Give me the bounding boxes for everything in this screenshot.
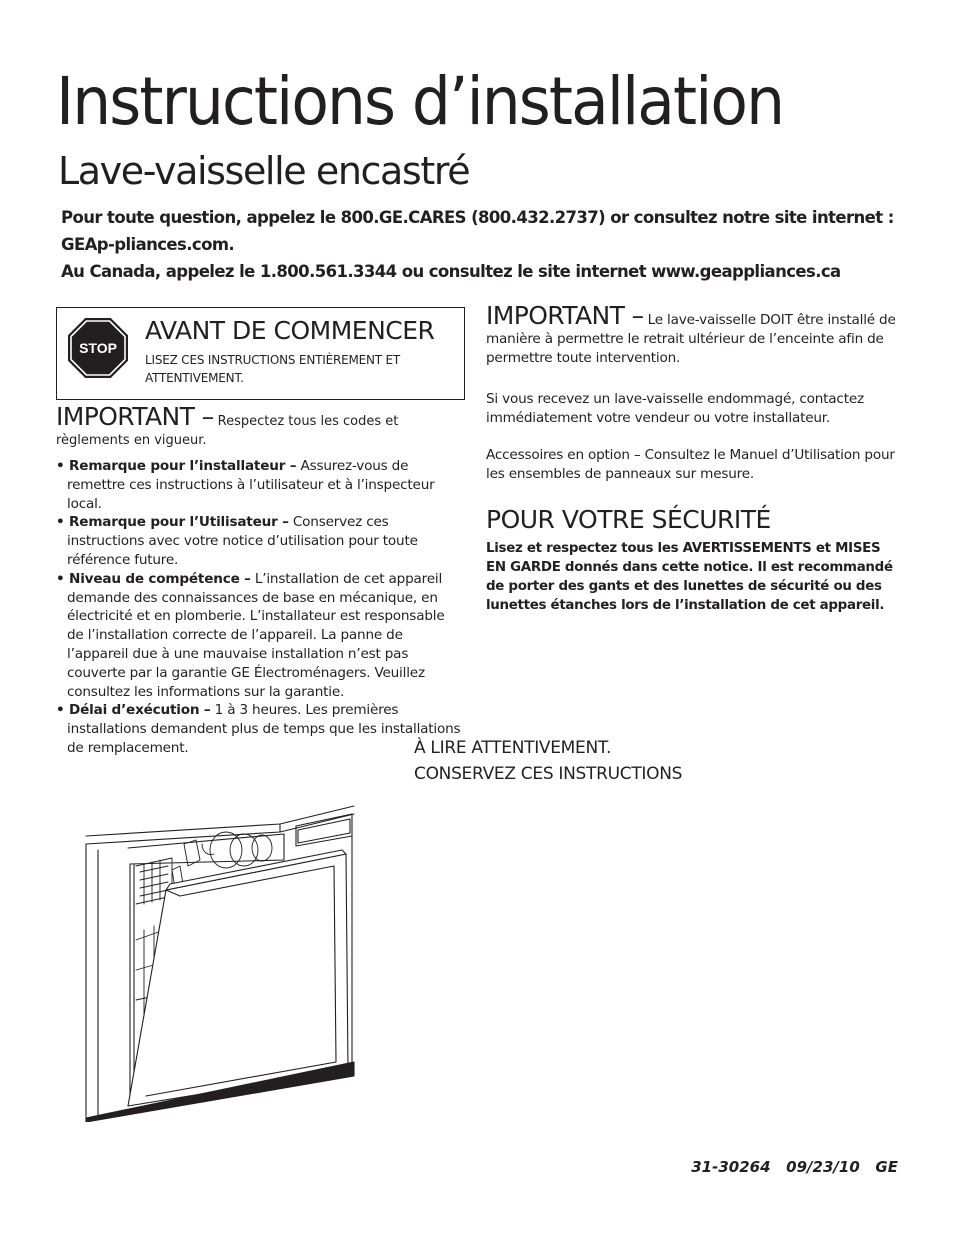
stop-sign-icon [67,317,129,379]
list-item-text: 1 à 3 heures. Les premières installations demandent plus de temps que les installations de remplacement. [67,702,461,756]
list-item [56,457,464,513]
avant-title: AVANT DE COMMENCER [145,316,435,345]
accessories-notice: Accessoires en option – Consultez le Manuel d’Utilisation pour les ensembles de panneaux sur mesure. [486,447,895,482]
right-important-intro [486,301,906,368]
installation-notes-list [56,457,464,758]
list-item-text: Assurez-vous de remettre ces instructions à l’utilisateur et à l’inspecteur local. [67,458,435,512]
list-item [56,701,464,757]
left-important-text: Respectez tous les codes et règlements en vigueur. [56,414,399,448]
contact-us-line: Pour toute question, appelez le 800.GE.CARES (800.432.2737) or consultez notre site internet : GEAp-pliances.com. [61,208,894,254]
read-carefully-notice [414,735,814,787]
right-important-heading: IMPORTANT – [486,301,644,330]
page-title: Instructions d’installation [56,63,784,140]
read-notice-line-2: CONSERVEZ CES INSTRUCTIONS [414,764,683,784]
list-item-text: Conservez ces instructions avec votre notice d’utilisation pour toute référence future. [67,514,418,568]
list-item [56,513,464,569]
dishwasher-illustration [84,800,356,1122]
left-important-heading: IMPORTANT – [56,402,214,431]
right-important-text: Le lave-vaisselle DOIT être installé de manière à permettre le retrait ultérieur de l’enceinte afin de permettre toute intervention. [486,312,896,366]
left-important-intro [56,402,456,450]
document-code: 31-30264 09/23/10 GE [691,1158,898,1176]
page-subtitle: Lave-vaisselle encastré [58,149,470,193]
safety-text: Lisez et respectez tous les AVERTISSEMENTS et MISES EN GARDE donnés dans cette notice. Il est recommandé de porter des gants et des lunettes de sécurité ou des lunettes étanches lors de l’installation de cet appareil. [486,541,893,613]
list-item-label: Remarque pour l’Utilisateur – [69,514,289,531]
list-item-label: Niveau de compétence – [69,570,251,587]
list-item-label: Remarque pour l’installateur – [69,458,297,474]
list-item-label: Délai d’exécution – [69,702,211,719]
avant-text: LISEZ CES INSTRUCTIONS ENTIÈREMENT ET ATTENTIVEMENT. [145,353,401,385]
read-notice-line-1: À LIRE ATTENTIVEMENT. [414,738,612,758]
damage-notice: Si vous recevez un lave-vaisselle endommagé, contactez immédiatement votre vendeur ou votre installateur. [486,391,864,426]
contact-canada-line: Au Canada, appelez le 1.800.561.3344 ou consultez le site internet www.geappliances.ca [61,262,841,281]
list-item [56,570,464,702]
contact-info [61,204,921,285]
stop-sign-label: STOP [79,340,117,356]
safety-title: POUR VOTRE SÉCURITÉ [486,505,771,534]
list-item-text: L’installation de cet appareil demande des connaissances de base en mécanique, en électricité et en plomberie. L’installateur est responsable de l’installation correcte de l’appareil. La panne de l’appareil due à une mauvaise installation n’est pas couverte par la garantie GE Électroménagers. Veuillez consultez les informations sur la garantie. [67,570,445,700]
avant-de-commencer-box [56,307,465,400]
